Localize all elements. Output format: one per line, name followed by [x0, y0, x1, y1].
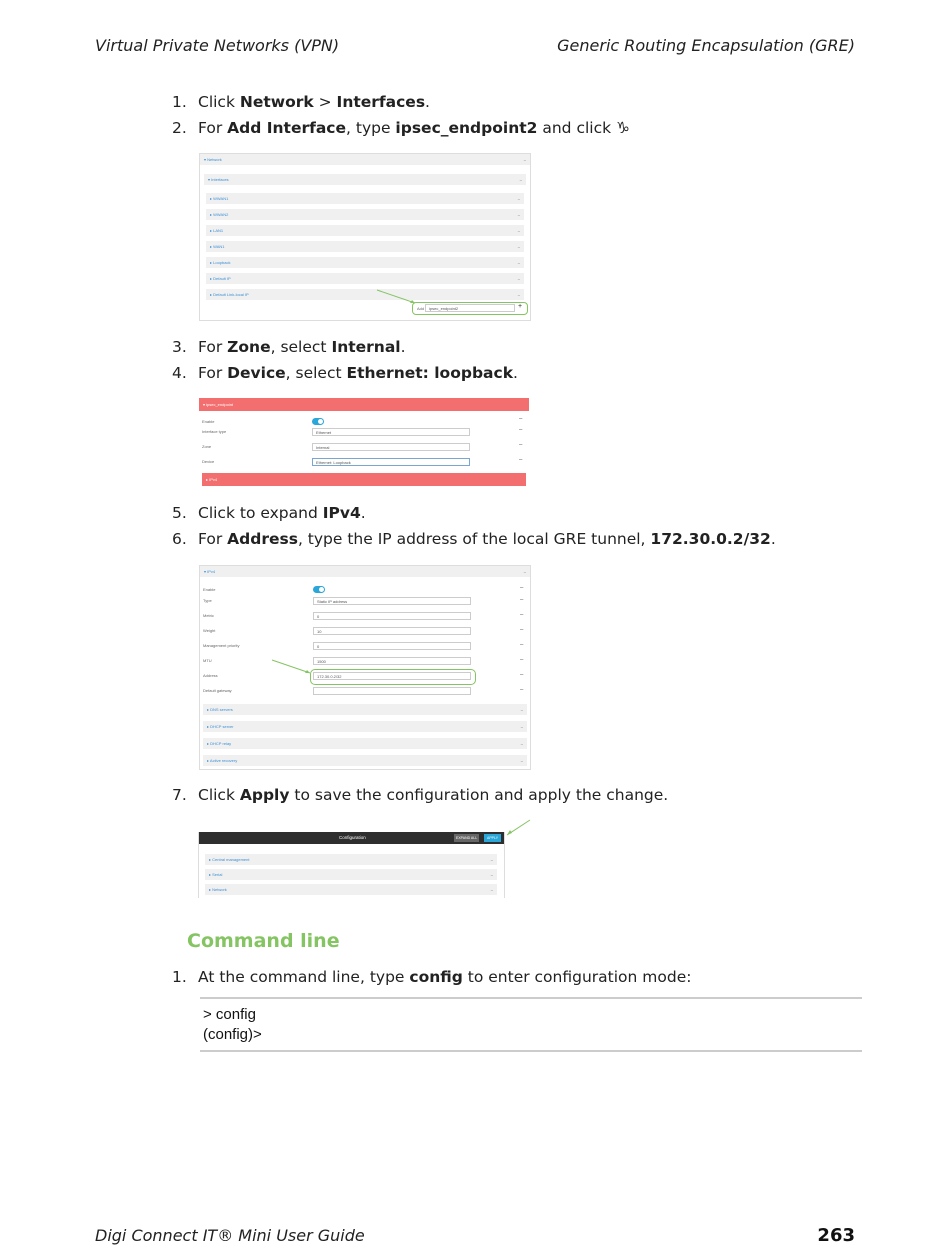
step-emphasis: Internal [331, 338, 401, 356]
header-left: Virtual Private Networks (VPN) [95, 36, 340, 55]
config-row[interactable]: ▸ Network – [205, 884, 497, 895]
interface-title-bar[interactable]: ▾ ipsec_endpoint [199, 398, 529, 411]
step-text: . [513, 364, 518, 382]
step-7 [172, 786, 668, 804]
screenshot-interface-settings: ▾ ipsec_endpoint Enable – Interface type Ethernet – Zone Internal – Device Ethernet: Loopback – ▸ IPv4 [199, 398, 529, 487]
step-text: Click to expand [198, 504, 323, 522]
step-number: 7. [172, 786, 187, 804]
step-number: 4. [172, 364, 187, 382]
code-line: > config [203, 1006, 256, 1023]
callout-arrow [375, 288, 420, 306]
step-text: Click [198, 786, 240, 804]
ipv4-bar[interactable]: ▸ IPv4 [202, 473, 526, 486]
address-input[interactable]: 172.30.0.2/32 [313, 672, 471, 680]
step-emphasis: IPv4 [322, 504, 361, 522]
step-1 [172, 93, 430, 111]
step-text: ♑ [616, 119, 630, 137]
ipv4-enable-toggle[interactable] [313, 586, 325, 593]
step-text: , select [285, 364, 347, 382]
step-6 [172, 530, 776, 548]
step-emphasis: 172.30.0.2/32 [650, 530, 771, 548]
step-3 [172, 338, 406, 356]
page-number: 263 [817, 1225, 855, 1246]
config-row[interactable]: ▸ Central management – [205, 854, 497, 865]
weight-input[interactable]: 10 [313, 627, 471, 635]
enable-label: Enable [202, 419, 215, 424]
apply-button[interactable]: APPLY [484, 834, 501, 842]
step-text: , type [346, 119, 396, 137]
enable-toggle[interactable] [312, 418, 324, 425]
step-number: 3. [172, 338, 187, 356]
step-text: For [198, 338, 228, 356]
expand-all-button[interactable]: EXPAND ALL [456, 836, 478, 840]
interface-row[interactable]: ▸ Default Link-local IP – [206, 289, 524, 300]
step-text: . [400, 338, 406, 356]
step-text: For [198, 530, 228, 548]
screenshot-add-interface [199, 153, 531, 321]
zone-select[interactable]: Internal [312, 443, 470, 451]
interface-row[interactable]: ▸ WWAN2 – [206, 209, 524, 220]
network-row[interactable]: ▾ Network – [200, 154, 530, 165]
step-number: 5. [172, 504, 187, 522]
interface-row[interactable]: ▸ Loopback – [206, 257, 524, 268]
step-text: , type the IP address of the local GRE tunnel, [297, 530, 651, 548]
step-text: . [360, 504, 366, 522]
step-text: . [770, 530, 776, 548]
step-2 [172, 119, 630, 137]
code-block [200, 997, 862, 1052]
field-label: Default gateway [203, 688, 232, 693]
type-select[interactable]: Static IP address [313, 597, 471, 605]
add-label: Add [417, 306, 425, 311]
step-text: Click [198, 93, 240, 111]
config-title: Configuration [339, 835, 366, 840]
add-plus-button[interactable]: + [518, 303, 523, 310]
section-row[interactable]: ▸ DHCP relay – [203, 738, 527, 749]
step-emphasis: config [409, 968, 463, 986]
management-priority-input[interactable]: 0 [313, 642, 471, 650]
header-right: Generic Routing Encapsulation (GRE) [557, 36, 855, 55]
interface-type-select[interactable]: Ethernet [312, 428, 470, 436]
interface-row[interactable]: ▸ WWAN1 – [206, 193, 524, 204]
step-text: At the command line, type [198, 968, 410, 986]
step-emphasis: Add Interface [227, 119, 347, 137]
config-row[interactable]: ▸ Serial – [205, 869, 497, 880]
step-number: 1. [172, 93, 187, 111]
code-line: (config)> [203, 1026, 262, 1043]
callout-arrow [270, 658, 314, 678]
step-text: to enter configuration mode: [462, 968, 692, 986]
step-emphasis: ipsec_endpoint2 [395, 119, 538, 137]
zone-label: Zone [202, 444, 212, 449]
device-label: Device [202, 459, 215, 464]
step-number: 2. [172, 119, 187, 137]
step-emphasis: Apply [239, 786, 290, 804]
step-text: For [198, 364, 228, 382]
step-5 [172, 504, 366, 522]
step-text: For [198, 119, 228, 137]
field-label: Weight [203, 628, 216, 633]
step-text: to save the configuration and apply the change. [289, 786, 669, 804]
step-number: 6. [172, 530, 187, 548]
step-text: and click [537, 119, 617, 137]
field-label: Metric [203, 613, 214, 618]
field-label: Management priority [203, 643, 240, 648]
footer-title: Digi Connect IT® Mini User Guide [95, 1226, 365, 1245]
step-text: > [313, 93, 337, 111]
field-label: Address [203, 673, 218, 678]
section-row[interactable]: ▸ DNS servers – [203, 704, 527, 715]
callout-arrow [503, 818, 533, 838]
ipv4-row[interactable]: ▾ IPv4 – [200, 566, 530, 577]
step-text: , select [270, 338, 332, 356]
section-row[interactable]: ▸ Active recovery – [203, 755, 527, 766]
section-title: Command line [187, 930, 340, 952]
screenshot-apply [198, 832, 505, 898]
step-emphasis: Device [227, 364, 286, 382]
interfaces-row[interactable]: ▾ Interfaces – [204, 174, 526, 185]
screenshot-ipv4: ▾ IPv4 – Enable – Type Static IP address – Metric 0 – Weight 10 – Management priority 0 – MTU 1500 – Address 172.30.0.2/32 – Default gateway – ▸ DNS servers – ▸ DHCP server – ▸ DHCP relay – ▸ Active recovery – [199, 565, 531, 770]
step-emphasis: Zone [227, 338, 271, 356]
step-emphasis: Ethernet: loopback [346, 364, 513, 382]
step-number: 1. [172, 968, 187, 986]
step-text: . [425, 93, 430, 111]
interface-row[interactable]: ▸ LAN1 – [206, 225, 524, 236]
mtu-input[interactable]: 1500 [313, 657, 471, 665]
default-gateway-input[interactable] [313, 687, 471, 695]
interface-row[interactable]: ▸ Default IP – [206, 273, 524, 284]
field-label: Enable [203, 587, 216, 592]
device-select[interactable]: Ethernet: Loopback [312, 458, 470, 466]
field-label: MTU [203, 658, 212, 663]
step-emphasis: Address [227, 530, 298, 548]
cli-step-1 [172, 968, 691, 986]
interface-type-label: Interface type [202, 429, 227, 434]
metric-input[interactable]: 0 [313, 612, 471, 620]
add-interface-input[interactable]: ipsec_endpoint2 [425, 304, 515, 312]
step-emphasis: Interfaces [336, 93, 426, 111]
step-emphasis: Network [239, 93, 314, 111]
field-label: Type [203, 598, 212, 603]
interface-row[interactable]: ▸ WAN1 – [206, 241, 524, 252]
section-row[interactable]: ▸ DHCP server – [203, 721, 527, 732]
step-4 [172, 364, 518, 382]
